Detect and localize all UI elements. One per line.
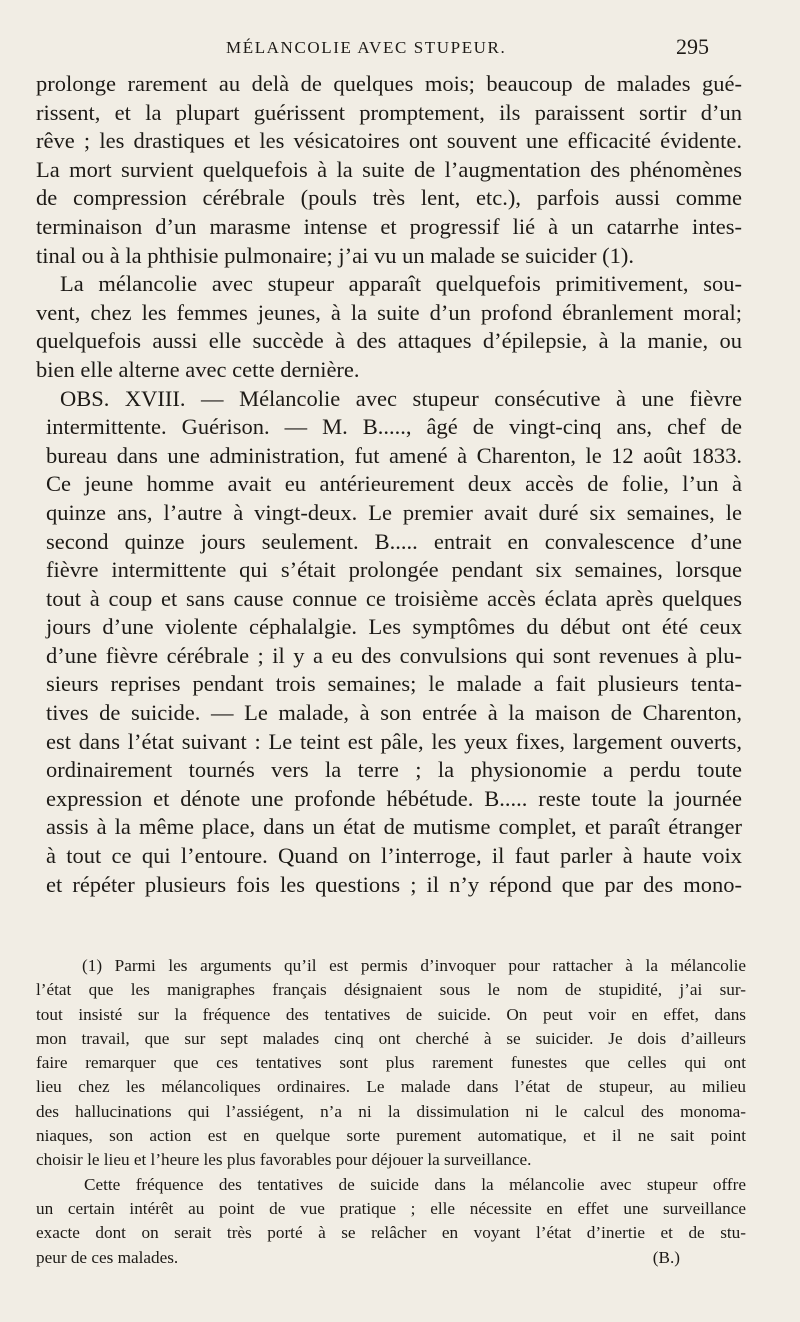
- footnote-line: choisir le lieu et l’heure les plus favorables pour déjouer la surveillance.: [36, 1150, 532, 1170]
- text-line: fièvre intermittente qui s’était prolongée pendant six semaines, lorsque: [46, 557, 742, 583]
- footnote-line: Cette fréquence des tentatives de suicide dans la mélancolie avec stupeur offre: [84, 1174, 746, 1194]
- text-line: bureau dans une administration, fut amené à Charenton, le 12 août 1833.: [46, 442, 742, 468]
- text-line: et répéter plusieurs fois les questions ; il n’y répond que par des mono-: [46, 871, 742, 897]
- footnote-line: tout insisté sur la fréquence des tentatives de suicide. On peut voir en effet, dans: [36, 1004, 746, 1024]
- page-number: 295: [676, 34, 709, 59]
- text-line: La mélancolie avec stupeur apparaît quelquefois primitivement, sou-: [60, 271, 742, 297]
- footnote-line: un certain intérêt au point de vue pratique ; elle nécessite en effet une surveillance: [36, 1198, 746, 1218]
- footnote-line: peur de ces malades.: [36, 1247, 179, 1267]
- text-line: rissent, et la plupart guérissent promptement, ils paraissent sortir d’un: [36, 99, 742, 125]
- text-line: sieurs reprises pendant trois semaines; le malade a fait plusieurs tenta-: [46, 671, 742, 697]
- observation-heading: OBS. XVIII. — Mélancolie avec stupeur consécutive à une fièvre: [60, 385, 742, 411]
- text-line: vent, chez les femmes jeunes, à la suite d’un profond ébranlement moral;: [36, 299, 742, 325]
- main-text: [36, 70, 742, 899]
- running-head: MÉLANCOLIE AVEC STUPEUR.: [226, 38, 507, 57]
- text-line: expression et dénote une profonde hébétude. B..... reste toute la journée: [46, 785, 742, 811]
- footnote-line: faire remarquer que ces tentatives sont plus rarement funestes que celles qui ont: [36, 1053, 746, 1073]
- text-line: second quinze jours seulement. B..... entrait en convalescence d’une: [46, 528, 742, 554]
- text-line: jours d’une violente céphalalgie. Les symptômes du début ont été ceux: [46, 614, 742, 640]
- footnote-line: l’état que les manigraphes français désignaient sous le nom de stupidité, j’ai sur-: [36, 980, 746, 1000]
- text-line: prolonge rarement au delà de quelques mois; beaucoup de malades gué-: [36, 71, 742, 96]
- footnote-line: mon travail, que sur sept malades cinq ont cherché à se suicider. Je dois d’ailleurs: [36, 1028, 746, 1048]
- text-line: La mort survient quelquefois à la suite de l’augmentation des phénomènes: [36, 156, 742, 182]
- text-line: de compression cérébrale (pouls très lent, etc.), parfois aussi comme: [36, 185, 742, 211]
- text-line: terminaison d’un marasme intense et progressif lié à un catarrhe intes-: [36, 213, 742, 239]
- text-line: ordinairement tournés vers la terre ; la physionomie a perdu toute: [46, 757, 742, 783]
- footnote-line: exacte dont on serait très porté à se relâcher en voyant l’état d’inertie et de stu-: [36, 1223, 746, 1243]
- text-line: d’une fièvre cérébrale ; il y a eu des convulsions qui sont revenues à plu-: [46, 642, 742, 668]
- text-line: rêve ; les drastiques et les vésicatoires ont souvent une efficacité évidente.: [36, 128, 742, 154]
- text-line: intermittente. Guérison. — M. B....., âgé de vingt-cinq ans, chef de: [46, 414, 742, 440]
- text-line: quinze ans, l’autre à vingt-deux. Le premier avait duré six semaines, le: [46, 499, 742, 525]
- text-line: bien elle alterne avec cette dernière.: [36, 356, 360, 382]
- text-line: tinal ou à la phthisie pulmonaire; j’ai vu un malade se suicider (1).: [36, 242, 634, 268]
- text-line: tout à coup et sans cause connue ce troisième accès éclata après quelques: [46, 585, 742, 611]
- footnote-line: lieu chez les mélancoliques ordinaires. Le malade dans l’état de stupeur, au milieu: [36, 1077, 746, 1097]
- text-line: tives de suicide. — Le malade, à son entrée à la maison de Charenton,: [46, 700, 742, 726]
- footnote-last-line: [36, 1246, 746, 1270]
- text-line: Ce jeune homme avait eu antérieurement deux accès de folie, l’un à: [46, 471, 742, 497]
- text-line: quelquefois aussi elle succède à des attaques d’épilepsie, à la manie, ou: [36, 328, 742, 354]
- footnote-line: niaques, son action est en quelque sorte purement automatique, et il ne sait point: [36, 1126, 746, 1146]
- text-line: est dans l’état suivant : Le teint est pâle, les yeux fixes, largement ouverts,: [46, 728, 742, 754]
- footnote-line: des hallucinations qui l’assiégent, n’a ni la dissimulation ni le calcul des monoma-: [36, 1101, 746, 1121]
- text-line: assis à la même place, dans un état de mutisme complet, et paraît étranger: [46, 814, 742, 840]
- footnote-signature: (B.): [652, 1247, 680, 1267]
- footnote: [36, 954, 746, 1270]
- page-header: [0, 34, 800, 64]
- footnote-line: (1) Parmi les arguments qu’il est permis d’invoquer pour rattacher à la mélancolie: [82, 956, 746, 975]
- text-line: à tout ce qui l’entoure. Quand on l’interroge, il faut parler à haute voix: [46, 843, 742, 869]
